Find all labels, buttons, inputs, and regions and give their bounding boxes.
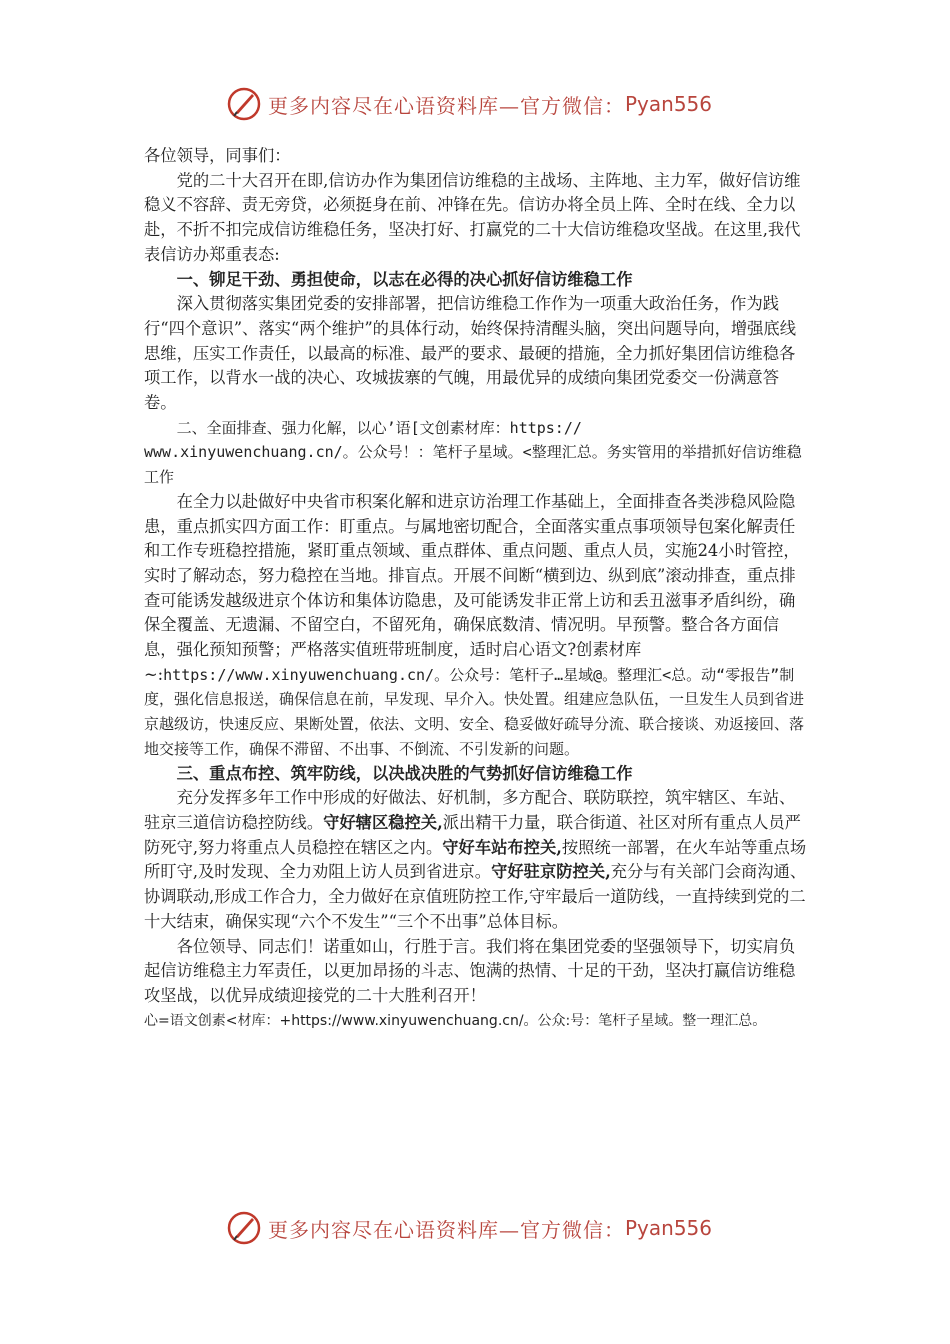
top-banner	[0, 84, 950, 124]
section2-heading	[144, 416, 808, 441]
section3-body	[144, 786, 808, 934]
banner-wechat-id: Pyan556	[625, 1216, 713, 1240]
closing-paragraph: 各位领导、同志们！诺重如山，行胜于言。我们将在集团党委的坚强领导下，切实肩负起信访维稳主力军责任，以更加昂扬的斗志、饱满的热情、十足的干劲，坚决打赢信访维稳攻坚战，以优异成绩迎接党的二十大胜利召开！	[144, 936, 796, 1005]
footnote: 心=语文创素<材库：+https://www.xinyuwenchuang.cn/。公众:号：笔杆子星域。整一理汇总。	[144, 1012, 767, 1029]
section3-body-4: 充分与有关部门会商沟通、协调联动,形成工作合力，全力做好在京值班防控工作,守牢最后一道防线，一直持续到党的二十大结束，确保实现“六个不发生”“三个不出事”总体目标。	[144, 862, 807, 931]
section2-heading-cont	[144, 440, 808, 489]
section3-body-3: 按照统一部署，在火车站等重点场所盯守,及时发现、全力劝阻上访人员到省进京。	[144, 837, 807, 882]
section2-body-part-b: https://www.xinyuwenchuang.cn/。公众号：笔杆子…星域@。整理汇<总。动“零报告”制度，强化信息报送，确保信息在前，早发现、早介入。快处置。组建应急队伍，一旦发生人员到省进京越级访，快速反应、果断处置，依法、文明、安全、稳妥做好疏导分流、联合接谈、劝返接回、落地交接等工作，确保不滞留、不出事、不倒流、不引发新的问题。	[144, 665, 805, 758]
section3-body-1: 充分发挥多年工作中形成的好做法、好机制，多方配合、联防联控，筑牢辖区、车站、驻京三道信访稳控防线。	[144, 788, 796, 832]
quill-logo-icon	[226, 1210, 262, 1246]
quill-logo-icon	[226, 86, 262, 122]
banner-text: 更多内容尽在心语资料库—官方微信：	[268, 93, 625, 118]
section2-body-part-a: 在全力以赴做好中央省市积案化解和进京访治理工作基础上，全面排查各类涉稳风险隐患，重点抓实四方面工作：盯重点。与属地密切配合，全面落实重点事项领导包案化解责任和工作专班稳控措施，紧盯重点领域、重点群体、重点问题、重点人员，实施24小时管控，实时了解动态，努力稳控在当地。排盲点。开展不间断“横到边、纵到底”滚动排查，重点排查可能诱发越级进京个体访和集体访隐患，及可能诱发非正常上访和丢丑滋事矛盾纠纷，确保全覆盖、无遗漏、不留空白，不留死角，确保底数清、情况明。早预警。整合各方面信息，强化预知预警；严格落实值班带班制度，适时启心语文?创素材库~:	[144, 491, 800, 684]
section3-bold-1: 守好辖区稳控关,	[323, 812, 443, 832]
section2-body	[144, 490, 808, 762]
bottom-banner	[0, 1208, 950, 1248]
section3-heading: 三、重点布控、筑牢防线，以决战决胜的气势抓好信访维稳工作	[176, 763, 633, 783]
intro-paragraph: 党的二十大召开在即,信访办作为集团信访维稳的主战场、主阵地、主力军，做好信访维稳义不容辞、责无旁贷，必须挺身在前、冲锋在先。信访办将全员上阵、全时在线、全力以赴，不折不扣完成信访维稳任务，坚决打好、打赢党的二十大信访维稳攻坚战。在这里,我代表信访办郑重表态:	[144, 170, 801, 264]
section2-heading-part-a: 二、全面排查、强力化解，以心’语[文创素材库：https://	[176, 418, 582, 437]
section1-heading: 一、铆足干劲、勇担使命，以志在必得的决心抓好信访维稳工作	[176, 269, 633, 289]
section3-bold-3: 守好驻京防控关,	[491, 862, 611, 882]
banner-wechat-id: Pyan556	[625, 92, 713, 116]
banner-text: 更多内容尽在心语资料库—官方微信：	[268, 1217, 625, 1242]
section2-heading-part-b: www.xinyuwenchuang.cn/。公众号！：笔杆子星域。<整理汇总。务实管用的举措抓好信访维稳工作	[144, 443, 802, 487]
document-body	[144, 144, 808, 1033]
section3-body-2: 派出精干力量，联合街道、社区对所有重点人员严防死守,努力将重点人员稳控在辖区之内。	[144, 812, 801, 857]
greeting: 各位领导，同事们：	[144, 146, 291, 165]
section1-body: 深入贯彻落实集团党委的安排部署，把信访维稳工作作为一项重大政治任务，作为践行“四个意识”、落实“两个维护”的具体行动，始终保持清醒头脑，突出问题导向，增强底线思维，压实工作责任，以最高的标准、最严的要求、最硬的措施，全力抓好集团信访维稳各项工作，以背水一战的决心、攻城拔寨的气魄，用最优异的成绩向集团党委交一份满意答卷。	[144, 294, 796, 413]
section3-bold-2: 守好车站布控关,	[442, 837, 562, 857]
